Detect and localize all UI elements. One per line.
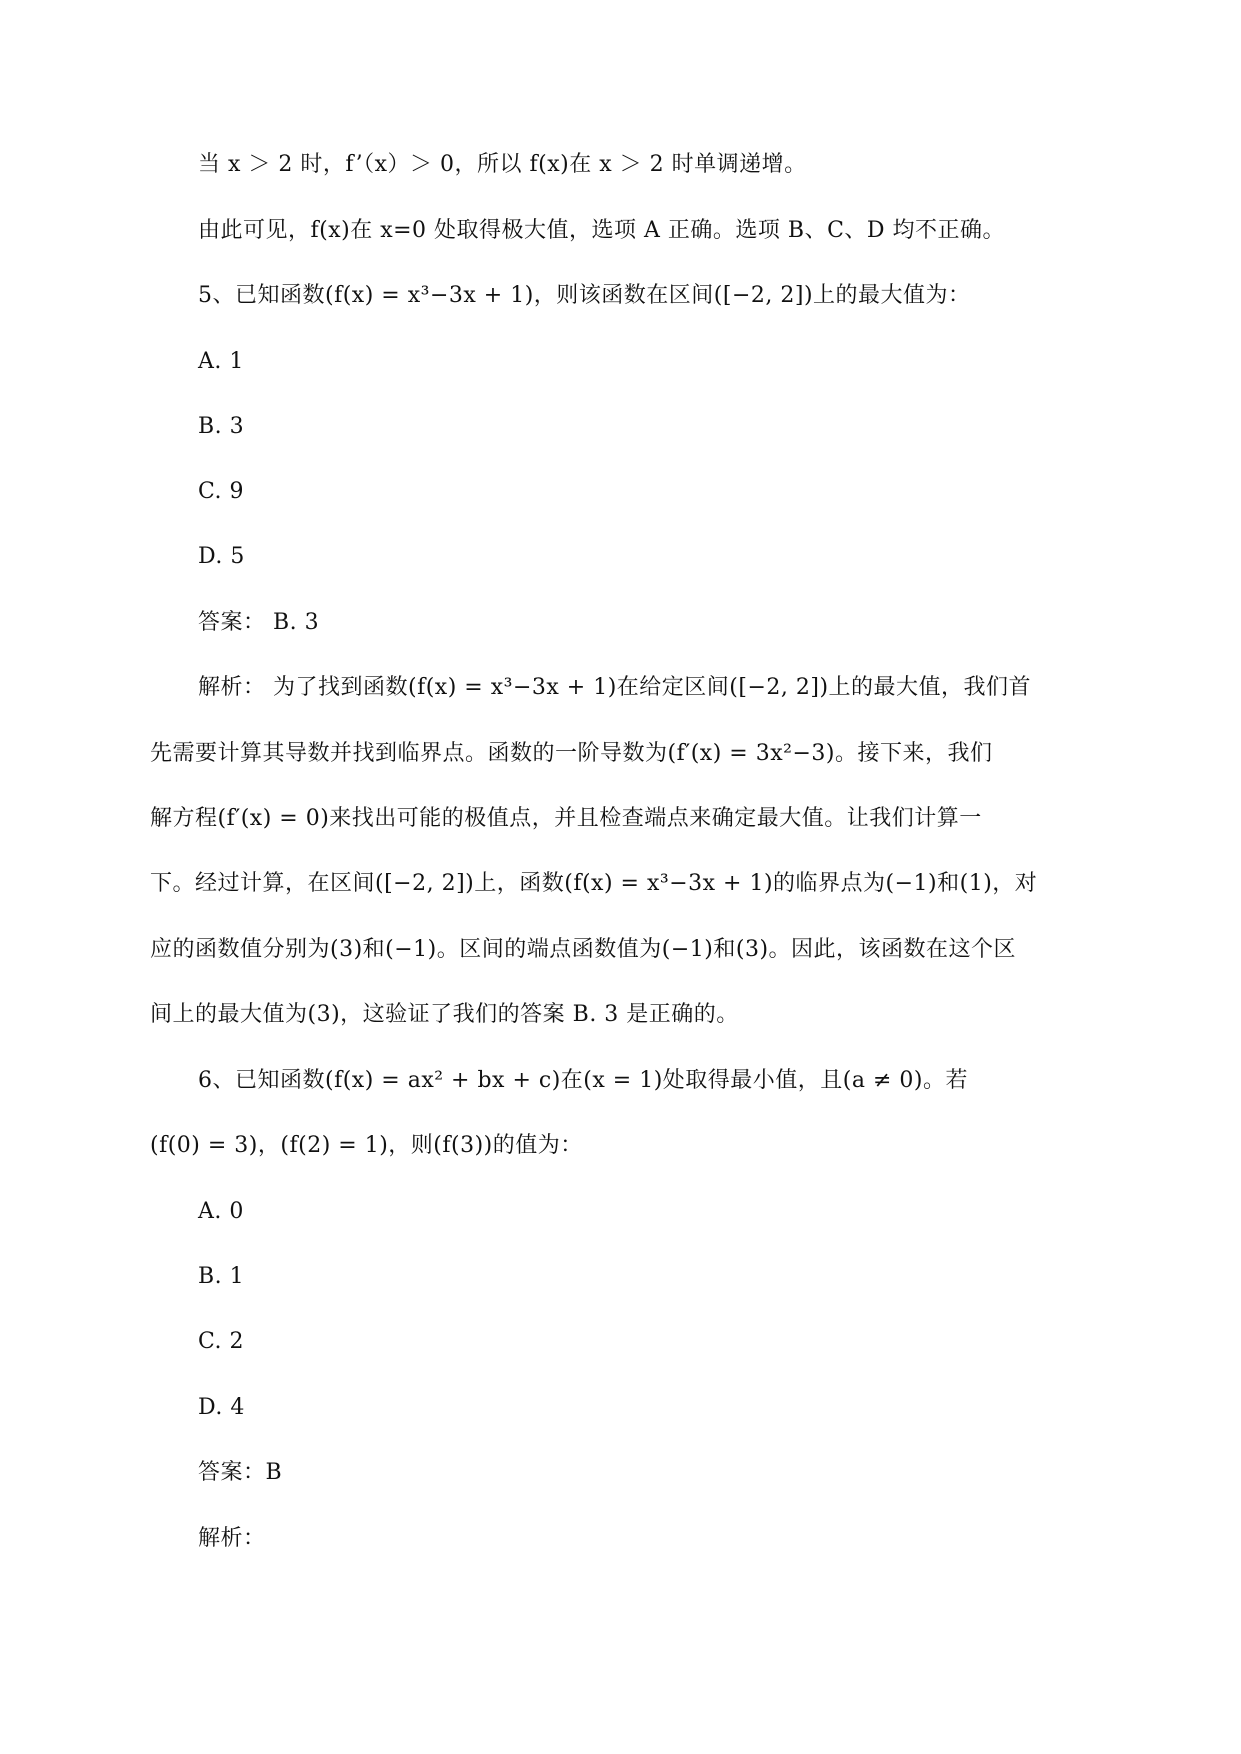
text-line: 由此可见，f(x)在 x=0 处取得极大值，选项 A 正确。选项 B、C、D 均不正确。: [198, 218, 1006, 243]
text-line: 当 x ＞ 2 时，f’（x）＞ 0，所以 f(x)在 x ＞ 2 时单调递增。: [198, 152, 807, 177]
question-5-option-c: C. 9: [198, 479, 245, 504]
question-5-option-d: D. 5: [198, 544, 245, 569]
question-5-option-b: B. 3: [198, 414, 245, 439]
question-6-option-b: B. 1: [198, 1264, 245, 1289]
question-6-stem-cont: (f(0) = 3)，(f(2) = 1)，则(f(3))的值为：: [150, 1133, 583, 1158]
question-6-answer: 答案：B: [198, 1460, 283, 1485]
question-6-option-d: D. 4: [198, 1395, 245, 1420]
question-6-stem: 6、已知函数(f(x) = ax² + bx + c)在(x = 1)处取得最小值，且(a ≠ 0)。若: [198, 1068, 968, 1093]
question-5-analysis: 解析： 为了找到函数(f(x) = x³−3x + 1)在给定区间([−2, 2])上的最大值，我们首: [198, 675, 1032, 700]
text-line: 间上的最大值为(3)，这验证了我们的答案 B. 3 是正确的。: [150, 1002, 739, 1027]
text-line: 先需要计算其导数并找到临界点。函数的一阶导数为(f′(x) = 3x²−3)。接下来，我们: [150, 741, 993, 766]
question-5-answer: 答案： B. 3: [198, 610, 320, 635]
text-line: 解方程(f′(x) = 0)来找出可能的极值点，并且检查端点来确定最大值。让我们计算一: [150, 806, 982, 831]
question-5-stem: 5、已知函数(f(x) = x³−3x + 1)，则该函数在区间([−2, 2])上的最大值为：: [198, 283, 971, 308]
question-6-option-c: C. 2: [198, 1329, 245, 1354]
question-6-option-a: A. 0: [198, 1199, 244, 1224]
question-5-option-a: A. 1: [198, 349, 244, 374]
text-line: 应的函数值分别为(3)和(−1)。区间的端点函数值为(−1)和(3)。因此，该函数在这个区: [150, 937, 1017, 962]
text-line: 下。经过计算，在区间([−2, 2])上，函数(f(x) = x³−3x + 1)的临界点为(−1)和(1)，对: [150, 871, 1038, 896]
question-6-analysis: 解析：: [198, 1526, 266, 1551]
